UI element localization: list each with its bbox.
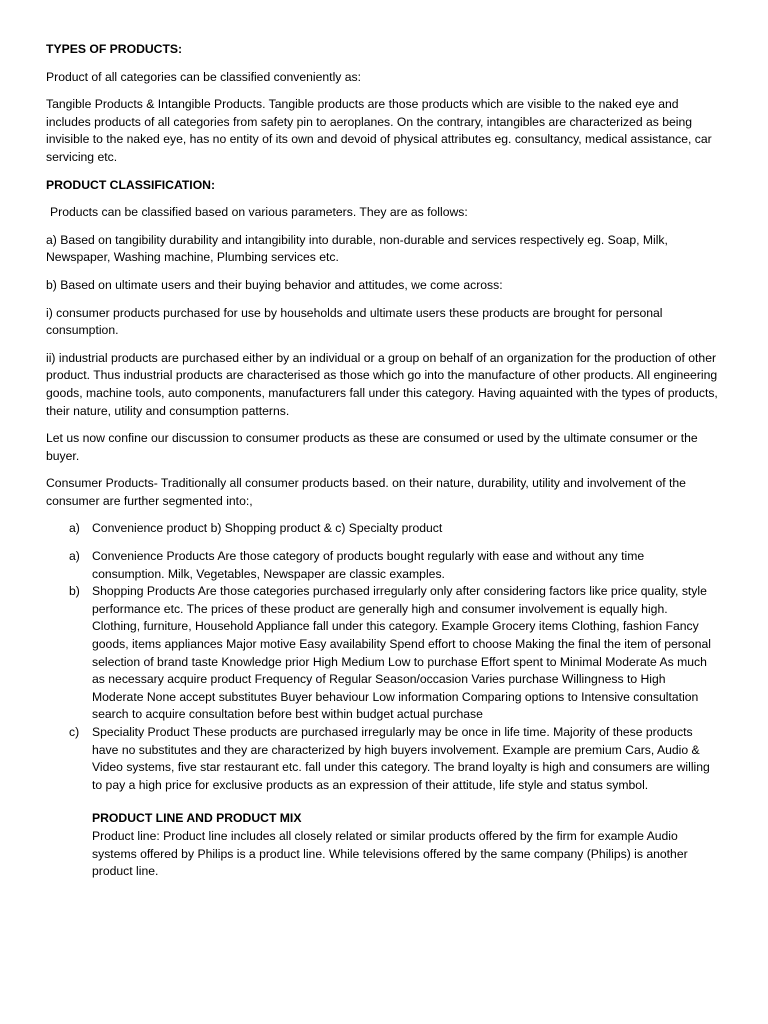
consumer-types-summary-list [46,520,718,538]
point-ii-paragraph: ii) industrial products are purchased either by an individual or a group on behalf of an organization for the production of other product. Thus industrial products are characterised as those which go into the manufacture of other products. All engineering goods, machine tools, auto components, manufacturers fall under this category. Having aquainted with the types of products, their nature, utility and consumption patterns. [46,350,718,418]
consumer-products-paragraph: Consumer Products- Traditionally all consumer products based. on their nature, durability, utility and involvement of the consumer are further segmented into:, [46,476,686,508]
list-item-text: Shopping Products Are those categories purchased irregularly only after considering factors like price quality, style performance etc. The prices of these product are generally high and consumer involvement is equally high. Clothing, furniture, Household Appliance fall under this category. Example Grocery items Clothing, fashion Fancy goods, items appliances Major motive Easy availability Spend effort to choose Making the final the item of personal selection of brand taste Knowledge prior High Medium Low to purchase Effort spent to Minimal Moderate As much as necessary acquire product Frequency of Regular Season/occasion Varies purchase Willingness to High Moderate None accept substitutes Buyer behaviour Low information Comparing options to Intensive consultation search to acquire consultation before best within budget actual purchase [92,584,711,722]
point-i-paragraph: i) consumer products purchased for use by households and ultimate users these products are brought for personal consumption. [46,305,663,338]
classified-paragraph: Products can be classified based on various parameters. They are as follows: [50,205,468,220]
product-line-section [92,810,718,880]
list-item [46,520,718,538]
list-item-text: Convenience Products Are those category of products bought regularly with ease and without any time consumption. Milk, Vegetables, Newspaper are classic examples. [92,549,645,581]
list-marker: a) [69,549,80,564]
point-b-paragraph: b) Based on ultimate users and their buying behavior and attitudes, we come across: [46,277,503,292]
list-item [46,724,718,794]
list-item [46,583,718,724]
confine-paragraph: Let us now confine our discussion to consumer products as these are consumed or used by the ultimate consumer or the buyer. [46,431,698,463]
list-marker: b) [69,584,80,599]
product-line-mix-heading: PRODUCT LINE AND PRODUCT MIX [92,811,302,826]
list-item-text: Convenience product b) Shopping product & c) Specialty product [92,521,443,536]
list-marker: c) [69,725,80,739]
list-item-text: Speciality Product These products are purchased irregularly may be once in life time. Majority of these products have no substitutes and they are characterized by high buyers involvement. Example are premium Cars, Audio & Video systems, five star restaurant etc. fall under this category. The brand loyalty is high and consumers are willing to pay a high price for exclusive products as an expression of their attitude, life style and status symbol. [92,725,710,792]
point-a-paragraph: a) Based on tangibility durability and intangibility into durable, non-durable and services respectively eg. Soap, Milk, Newspaper, Washing machine, Plumbing services etc. [46,232,668,265]
tangible-paragraph: Tangible Products & Intangible Products. Tangible products are those products which are visible to the naked eye and includes products of all categories from safety pin to aeroplanes. On the contrary, intangibles are characterized as being invisible to the naked eye, has no entity of its own and devoid of physical attributes eg. consultancy, medical assistance, car servicing etc. [46,97,712,164]
list-item [46,548,718,583]
product-line-paragraph: Product line: Product line includes all closely related or similar products offered by the firm for example Audio systems offered by Philips is a product line. While televisions offered by the same company (Philips) is another product line. [92,828,688,879]
consumer-types-detail-list [46,548,718,794]
types-of-products-heading: TYPES OF PRODUCTS: [46,42,183,56]
intro-paragraph: Product of all categories can be classified conveniently as: [46,69,362,84]
product-classification-heading: PRODUCT CLASSIFICATION: [46,177,216,192]
list-marker: a) [69,521,80,536]
